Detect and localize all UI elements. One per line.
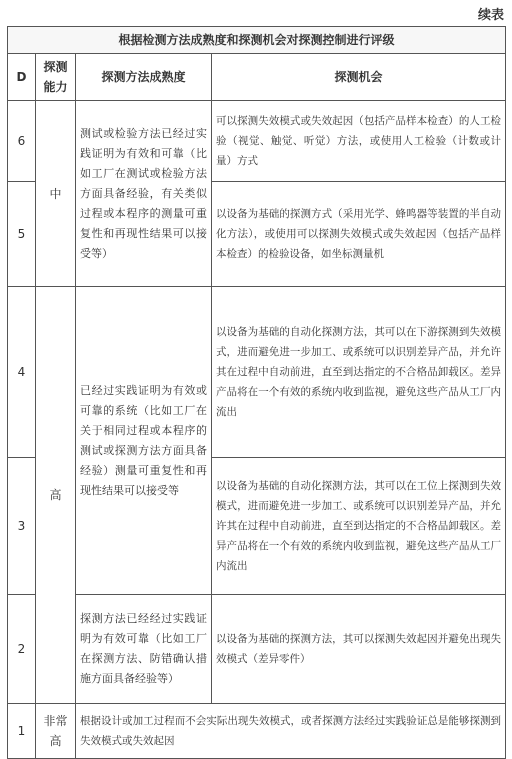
opportunity-text: 以设备为基础的探测方法，其可以探测失效起因并避免出现失效模式（差异零件） xyxy=(212,595,506,704)
opportunity-text: 根据设计或加工过程而不会实际出现失效模式，或者探测方法经过实践验证总是能够探测到失效模式或失效起因 xyxy=(76,704,506,759)
table-title: 根据检测方法成熟度和探测机会对探测控制进行评级 xyxy=(8,27,506,54)
opportunity-text: 以设备为基础的自动化探测方法，其可以在下游探测到失效模式，进而避免进一步加工、或系统可以识别差异产品，并允许其在过程中自动前进，直至到达指定的不合格品卸载区。差异产品将在一个有效的系统内收到监视，避免这些产品从工厂内流出 xyxy=(212,287,506,458)
d-value: 1 xyxy=(8,704,36,759)
table-row xyxy=(8,595,506,704)
header-d: D xyxy=(8,54,36,101)
capability-value: 高 xyxy=(36,287,76,704)
opportunity-text: 可以探测失效模式或失效起因（包括产品样本检查）的人工检验（视觉、触觉、听觉）方法，或使用人工检验（计数或计量）方式 xyxy=(212,101,506,182)
d-value: 6 xyxy=(8,101,36,182)
opportunity-text: 以设备为基础的自动化探测方法，其可以在工位上探测到失效模式，进而避免进一步加工、或系统可以识别差异产品，并允许其在过程中自动前进，直至到达指定的不合格品卸载区。差异产品将在一个有效的系统内收到监视，避免这些产品从工厂内流出 xyxy=(212,458,506,595)
header-opportunity: 探测机会 xyxy=(212,54,506,101)
d-value: 2 xyxy=(8,595,36,704)
d-value: 4 xyxy=(8,287,36,458)
detection-rating-table xyxy=(7,26,506,759)
header-capability: 探测能力 xyxy=(36,54,76,101)
continued-label: 续表 xyxy=(477,8,504,23)
table-row xyxy=(8,287,506,458)
maturity-text: 探测方法已经经过实践证明为有效可靠（比如工厂在探测方法、防错确认措施方面具备经验等） xyxy=(76,595,212,704)
table-row xyxy=(8,101,506,182)
d-value: 5 xyxy=(8,182,36,287)
d-value: 3 xyxy=(8,458,36,595)
header-maturity: 探测方法成熟度 xyxy=(76,54,212,101)
maturity-text: 已经过实践证明为有效或可靠的系统（比如工厂在关于相同过程或本程序的测试或探测方法方面具备经验）测量可重复性和再现性结果可以接受等 xyxy=(76,287,212,595)
capability-value: 中 xyxy=(36,101,76,287)
maturity-text: 测试或检验方法已经过实践证明为有效和可靠（比如工厂在测试或检验方法方面具备经验，有关类似过程或本程序的测量可重复性和再现性结果可以接受等） xyxy=(76,101,212,287)
opportunity-text: 以设备为基础的探测方式（采用光学、蜂鸣器等装置的半自动化方法），或使用可以探测失效模式或失效起因（包括产品样本检查）的检验设备，如坐标测量机 xyxy=(212,182,506,287)
capability-value: 非常高 xyxy=(36,704,76,759)
table-row xyxy=(8,704,506,759)
